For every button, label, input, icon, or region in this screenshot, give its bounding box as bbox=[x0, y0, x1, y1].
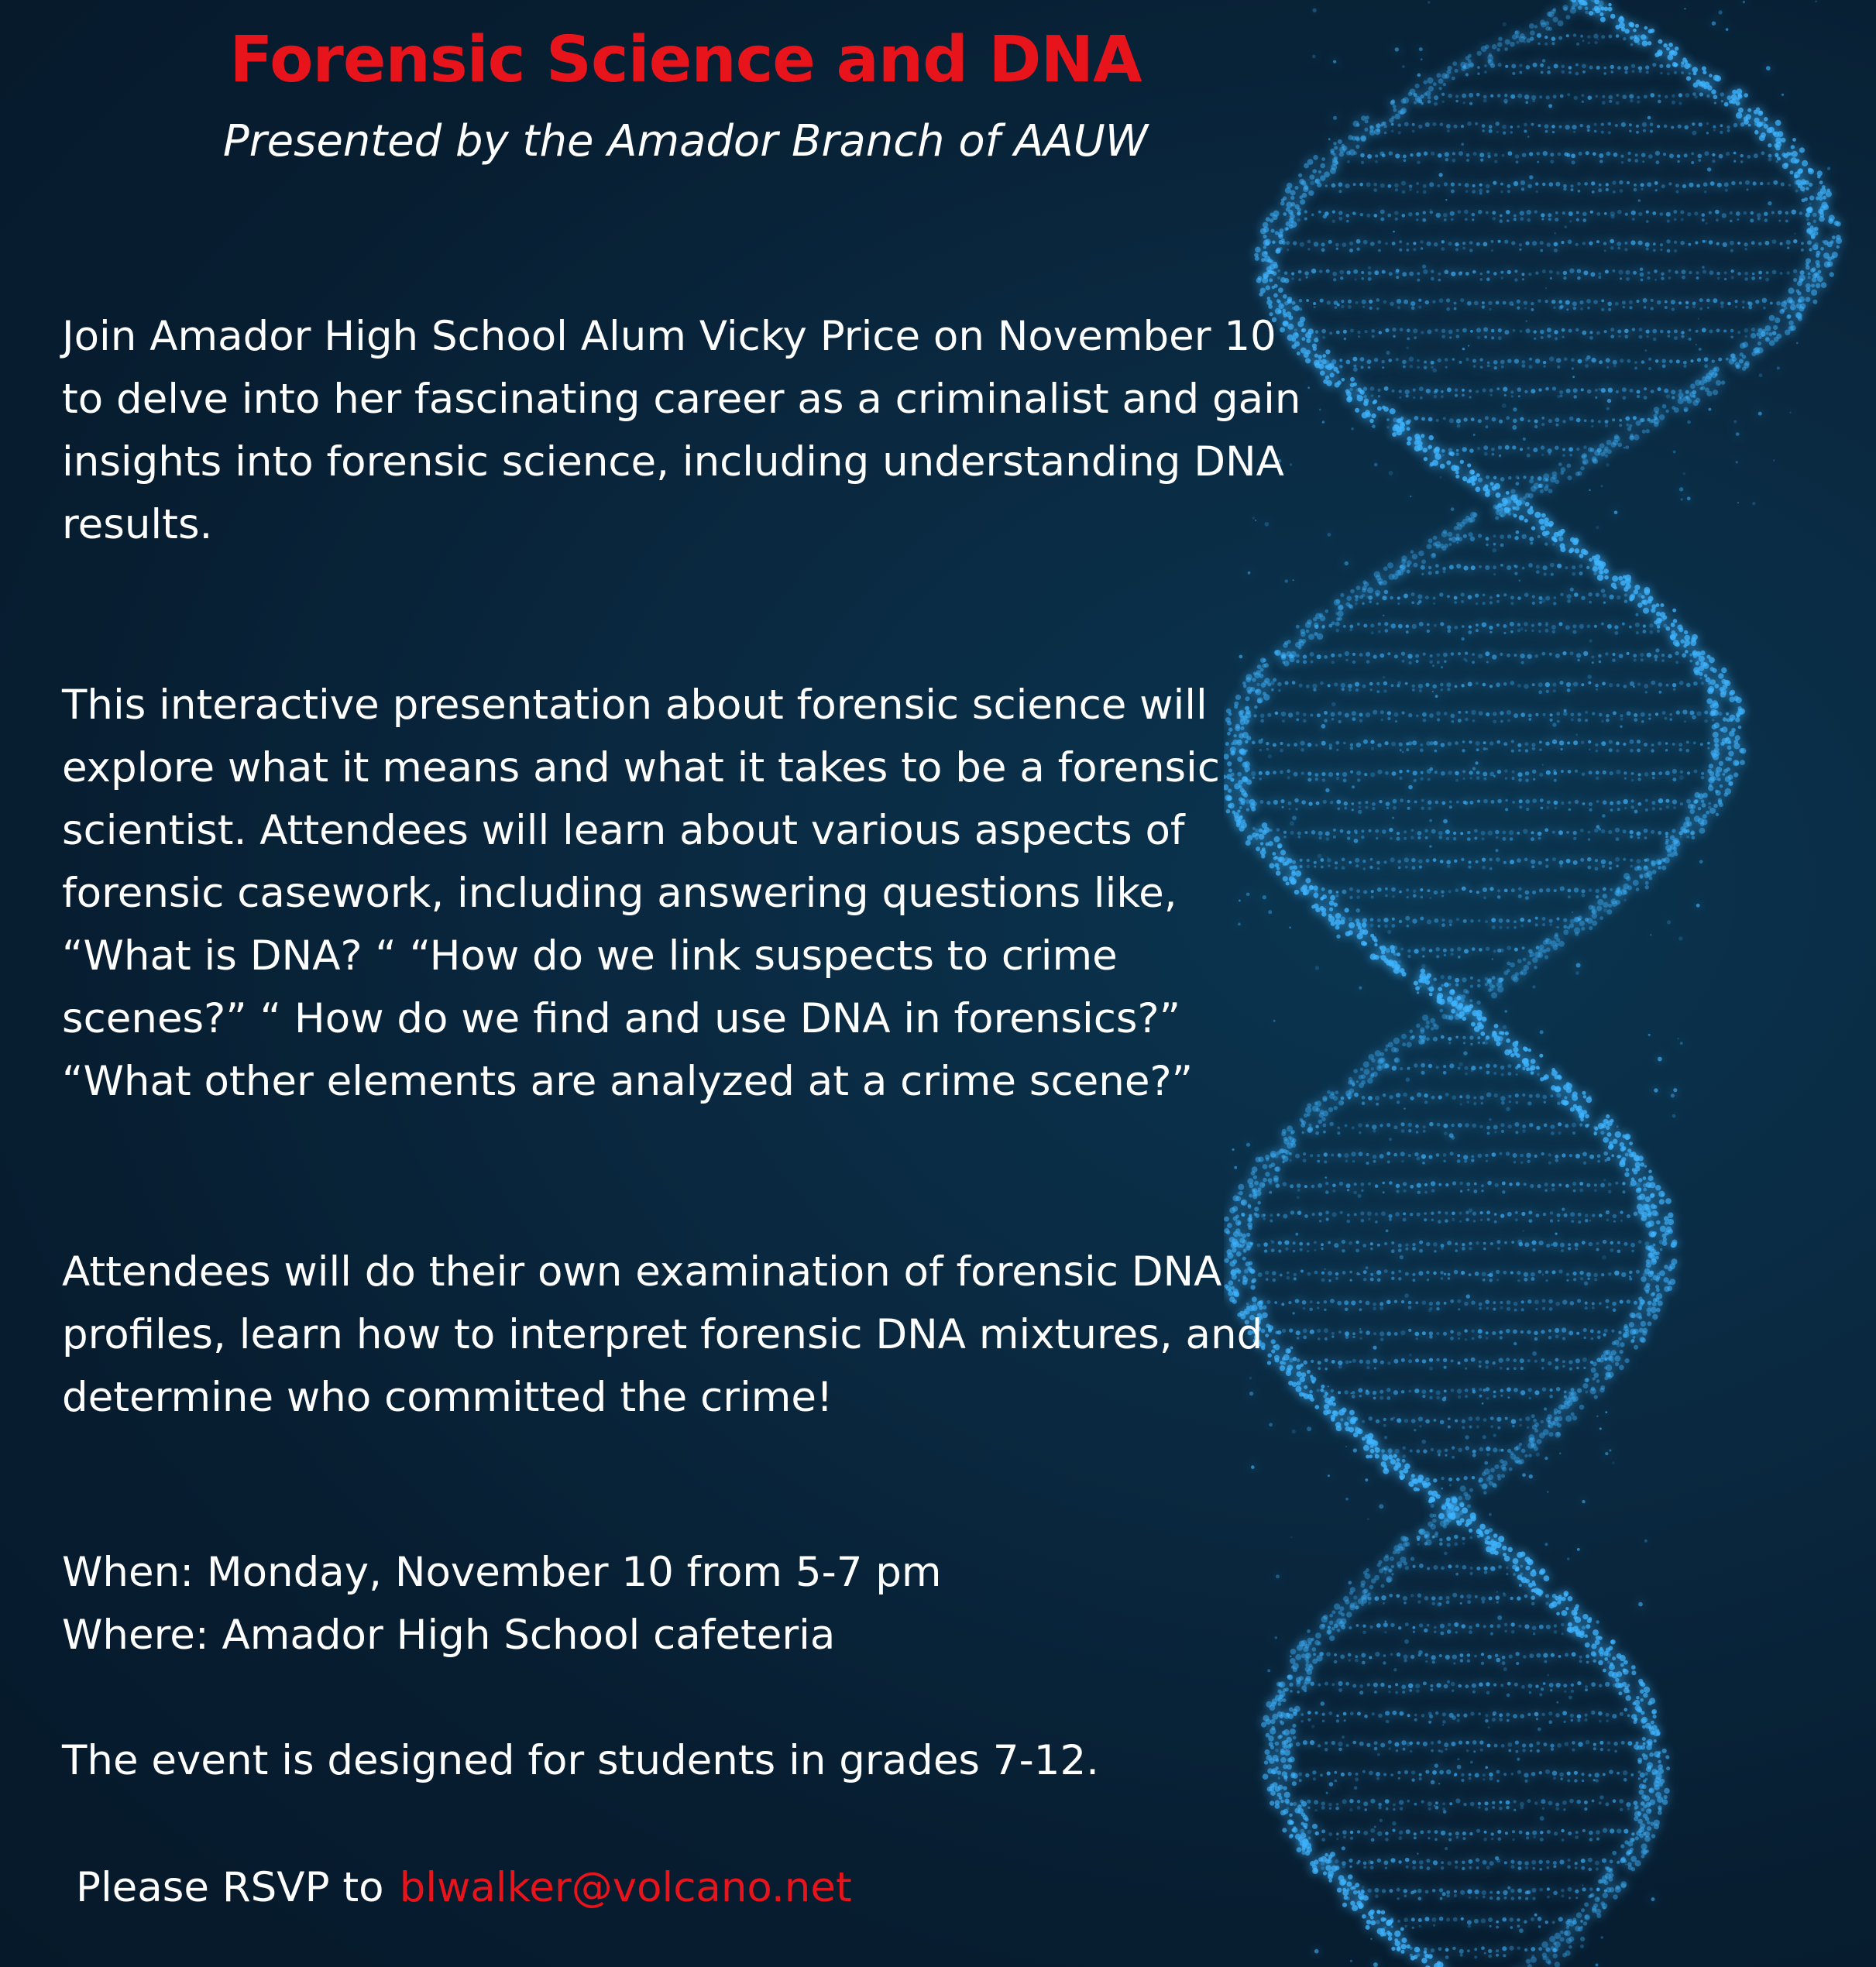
page-title: Forensic Science and DNA bbox=[229, 23, 1142, 97]
description-line: “What other elements are analyzed at a crime scene?” bbox=[62, 1058, 1194, 1105]
intro-line: insights into forensic science, including understanding DNA bbox=[62, 438, 1284, 486]
description-line: “What is DNA? “ “How do we link suspects to crime bbox=[62, 932, 1118, 980]
rsvp-line bbox=[76, 1856, 852, 1919]
rsvp-email-link[interactable]: blwalker@volcano.net bbox=[399, 1864, 852, 1911]
activity-paragraph bbox=[62, 1241, 1332, 1429]
activity-line: determine who committed the crime! bbox=[62, 1374, 833, 1421]
grades-text: The event is designed for students in grades 7-12. bbox=[62, 1737, 1100, 1784]
description-line: explore what it means and what it takes to be a forensic bbox=[62, 744, 1221, 791]
activity-line: profiles, learn how to interpret forensic DNA mixtures, and bbox=[62, 1311, 1263, 1358]
description-line: This interactive presentation about forensic science will bbox=[62, 681, 1208, 729]
description-paragraph bbox=[62, 674, 1332, 1113]
event-when: When: Monday, November 10 from 5-7 pm bbox=[62, 1549, 942, 1596]
intro-line: results. bbox=[62, 501, 213, 548]
event-details bbox=[62, 1541, 1332, 1667]
intro-line: to delve into her fascinating career as a criminalist and gain bbox=[62, 376, 1301, 423]
audience-note bbox=[62, 1729, 1332, 1792]
rsvp-label: Please RSVP to bbox=[76, 1864, 384, 1911]
intro-paragraph bbox=[62, 305, 1332, 556]
activity-line: Attendees will do their own examination of forensic DNA bbox=[62, 1248, 1222, 1296]
page-subtitle: Presented by the Amador Branch of AAUW bbox=[222, 116, 1149, 166]
description-line: scenes?” “ How do we find and use DNA in forensics?” bbox=[62, 995, 1181, 1042]
description-line: forensic casework, including answering questions like, bbox=[62, 870, 1177, 917]
intro-line: Join Amador High School Alum Vicky Price on November 10 bbox=[62, 313, 1276, 360]
event-where: Where: Amador High School cafeteria bbox=[62, 1612, 836, 1659]
description-line: scientist. Attendees will learn about various aspects of bbox=[62, 807, 1185, 854]
